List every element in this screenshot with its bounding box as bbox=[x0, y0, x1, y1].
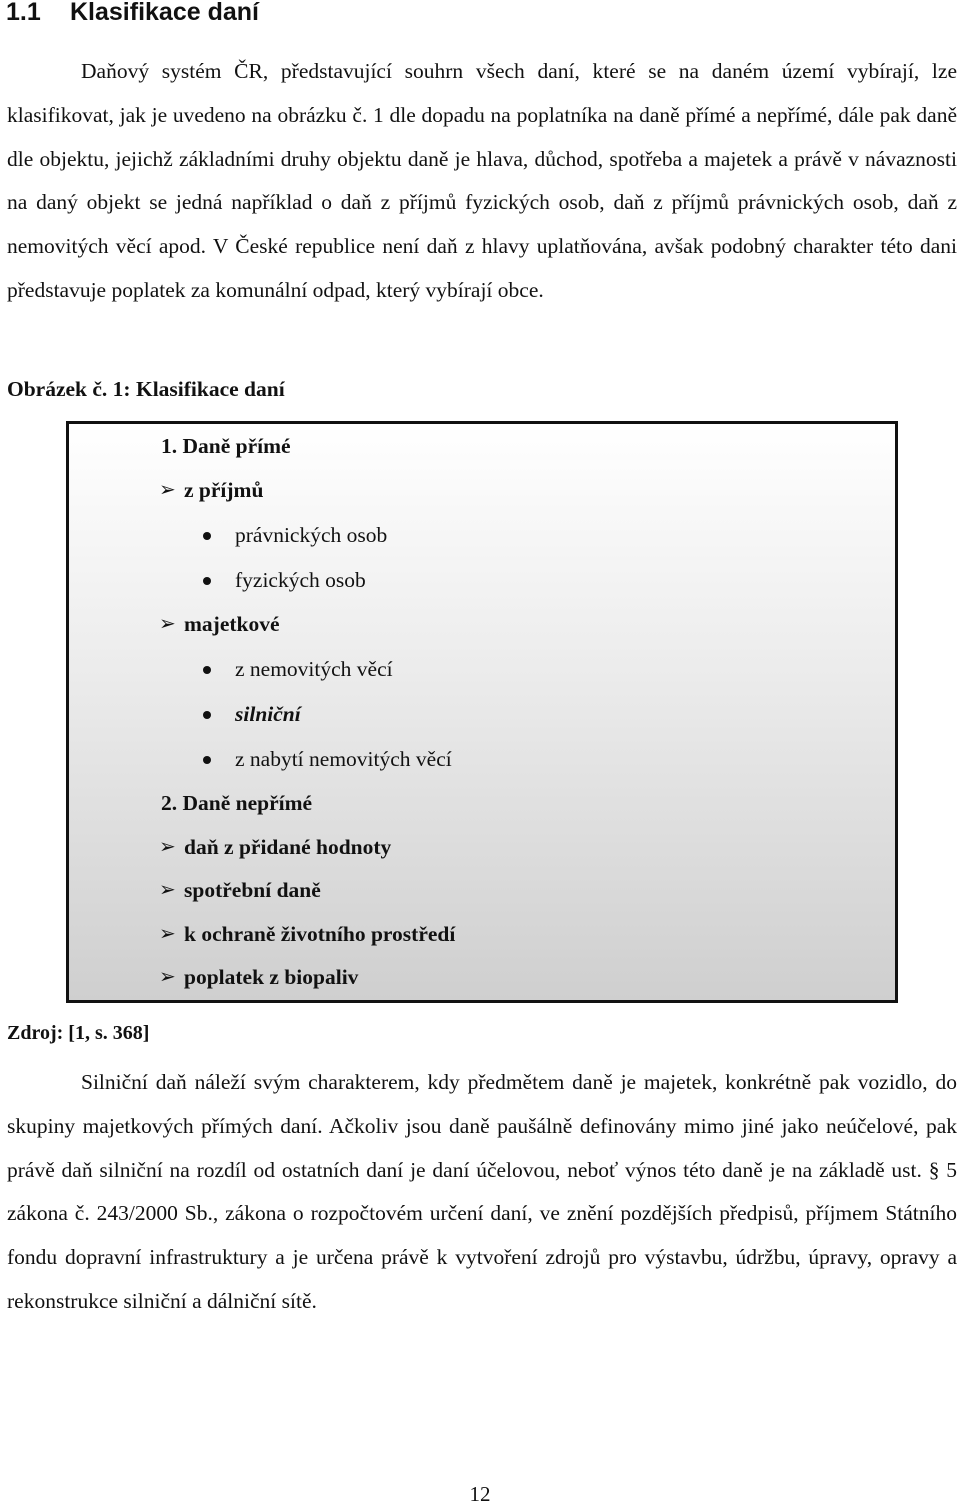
arrowhead-bullet-icon: ➢ bbox=[159, 836, 176, 858]
round-bullet-icon bbox=[203, 666, 211, 674]
arrowhead-bullet-icon: ➢ bbox=[159, 479, 176, 501]
real-estate-tax-item: z nemovitých věcí bbox=[235, 654, 393, 684]
income-taxes-item: ➢ z příjmů bbox=[184, 475, 263, 505]
property-taxes-item: ➢ majetkové bbox=[184, 609, 280, 639]
section-number: 1.1 bbox=[6, 0, 41, 26]
road-tax-item: silniční bbox=[235, 699, 301, 729]
round-bullet-icon bbox=[203, 756, 211, 764]
figure-source: Zdroj: [1, s. 368] bbox=[7, 1022, 150, 1044]
arrowhead-bullet-icon: ➢ bbox=[159, 613, 176, 635]
tax-classification-figure bbox=[66, 421, 898, 1003]
environmental-taxes-item: ➢ k ochraně životního prostředí bbox=[184, 919, 455, 949]
figure-caption: Obrázek č. 1: Klasifikace daní bbox=[7, 377, 285, 401]
direct-taxes-heading: 1. Daně přímé bbox=[161, 434, 291, 458]
road-tax-paragraph: Silniční daň náleží svým charakterem, kdy předmětem daně je majetek, konkrétně pak vozidlo, do skupiny majetkových přímých daní. Ačkoliv jsou daně paušálně definovány mimo jiné jako neúčelové, pak právě daň silniční na rozdíl od ostatních daní je daní účelovou, neboť výnos této daně je na základě ust. § 5 zákona č. 243/2000 Sb., zákona o rozpočtovém určení daní, ve znění pozdějších předpisů, příjmem Státního fondu dopravní infrastruktury a je určena právě k vytvoření zdrojů pro výstavbu, údržbu, úpravy, opravy a rekonstrukce silniční a dálniční sítě. bbox=[7, 1070, 957, 1313]
excise-taxes-item: ➢ spotřební daně bbox=[184, 875, 321, 905]
round-bullet-icon bbox=[203, 532, 211, 540]
property-acquisition-tax-item: z nabytí nemovitých věcí bbox=[235, 744, 452, 774]
round-bullet-icon bbox=[203, 577, 211, 585]
arrowhead-bullet-icon: ➢ bbox=[159, 879, 176, 901]
indirect-taxes-heading: 2. Daně nepřímé bbox=[161, 791, 313, 815]
round-bullet-icon bbox=[203, 711, 211, 719]
intro-paragraph: Daňový systém ČR, představující souhrn všech daní, které se na daném území vybírají, lze klasifikovat, jak je uvedeno na obrázku č. 1 dle dopadu na poplatníka na daně přímé a nepřímé, dále pak daně dle objektu, jejichž základními druhy objektu daně je hlava, důchod, spotřeba a majetek a právě v návaznosti na daný objekt se jedná například o daň z příjmů fyzických osob, daň z příjmů právnických osob, daň z nemovitých věcí apod. V České republice není daň z hlavy uplatňována, avšak podobný charakter této dani představuje poplatek za komunální odpad, který vybírají obce. bbox=[7, 59, 957, 302]
section-heading bbox=[6, 0, 259, 28]
legal-persons-item: právnických osob bbox=[235, 520, 387, 550]
natural-persons-item: fyzických osob bbox=[235, 565, 366, 595]
section-title: Klasifikace daní bbox=[70, 0, 259, 26]
arrowhead-bullet-icon: ➢ bbox=[159, 966, 176, 988]
page-number: 12 bbox=[469, 1482, 491, 1506]
biofuel-fee-item: ➢ poplatek z biopaliv bbox=[184, 962, 358, 992]
arrowhead-bullet-icon: ➢ bbox=[159, 923, 176, 945]
vat-item: ➢ daň z přidané hodnoty bbox=[184, 832, 391, 862]
